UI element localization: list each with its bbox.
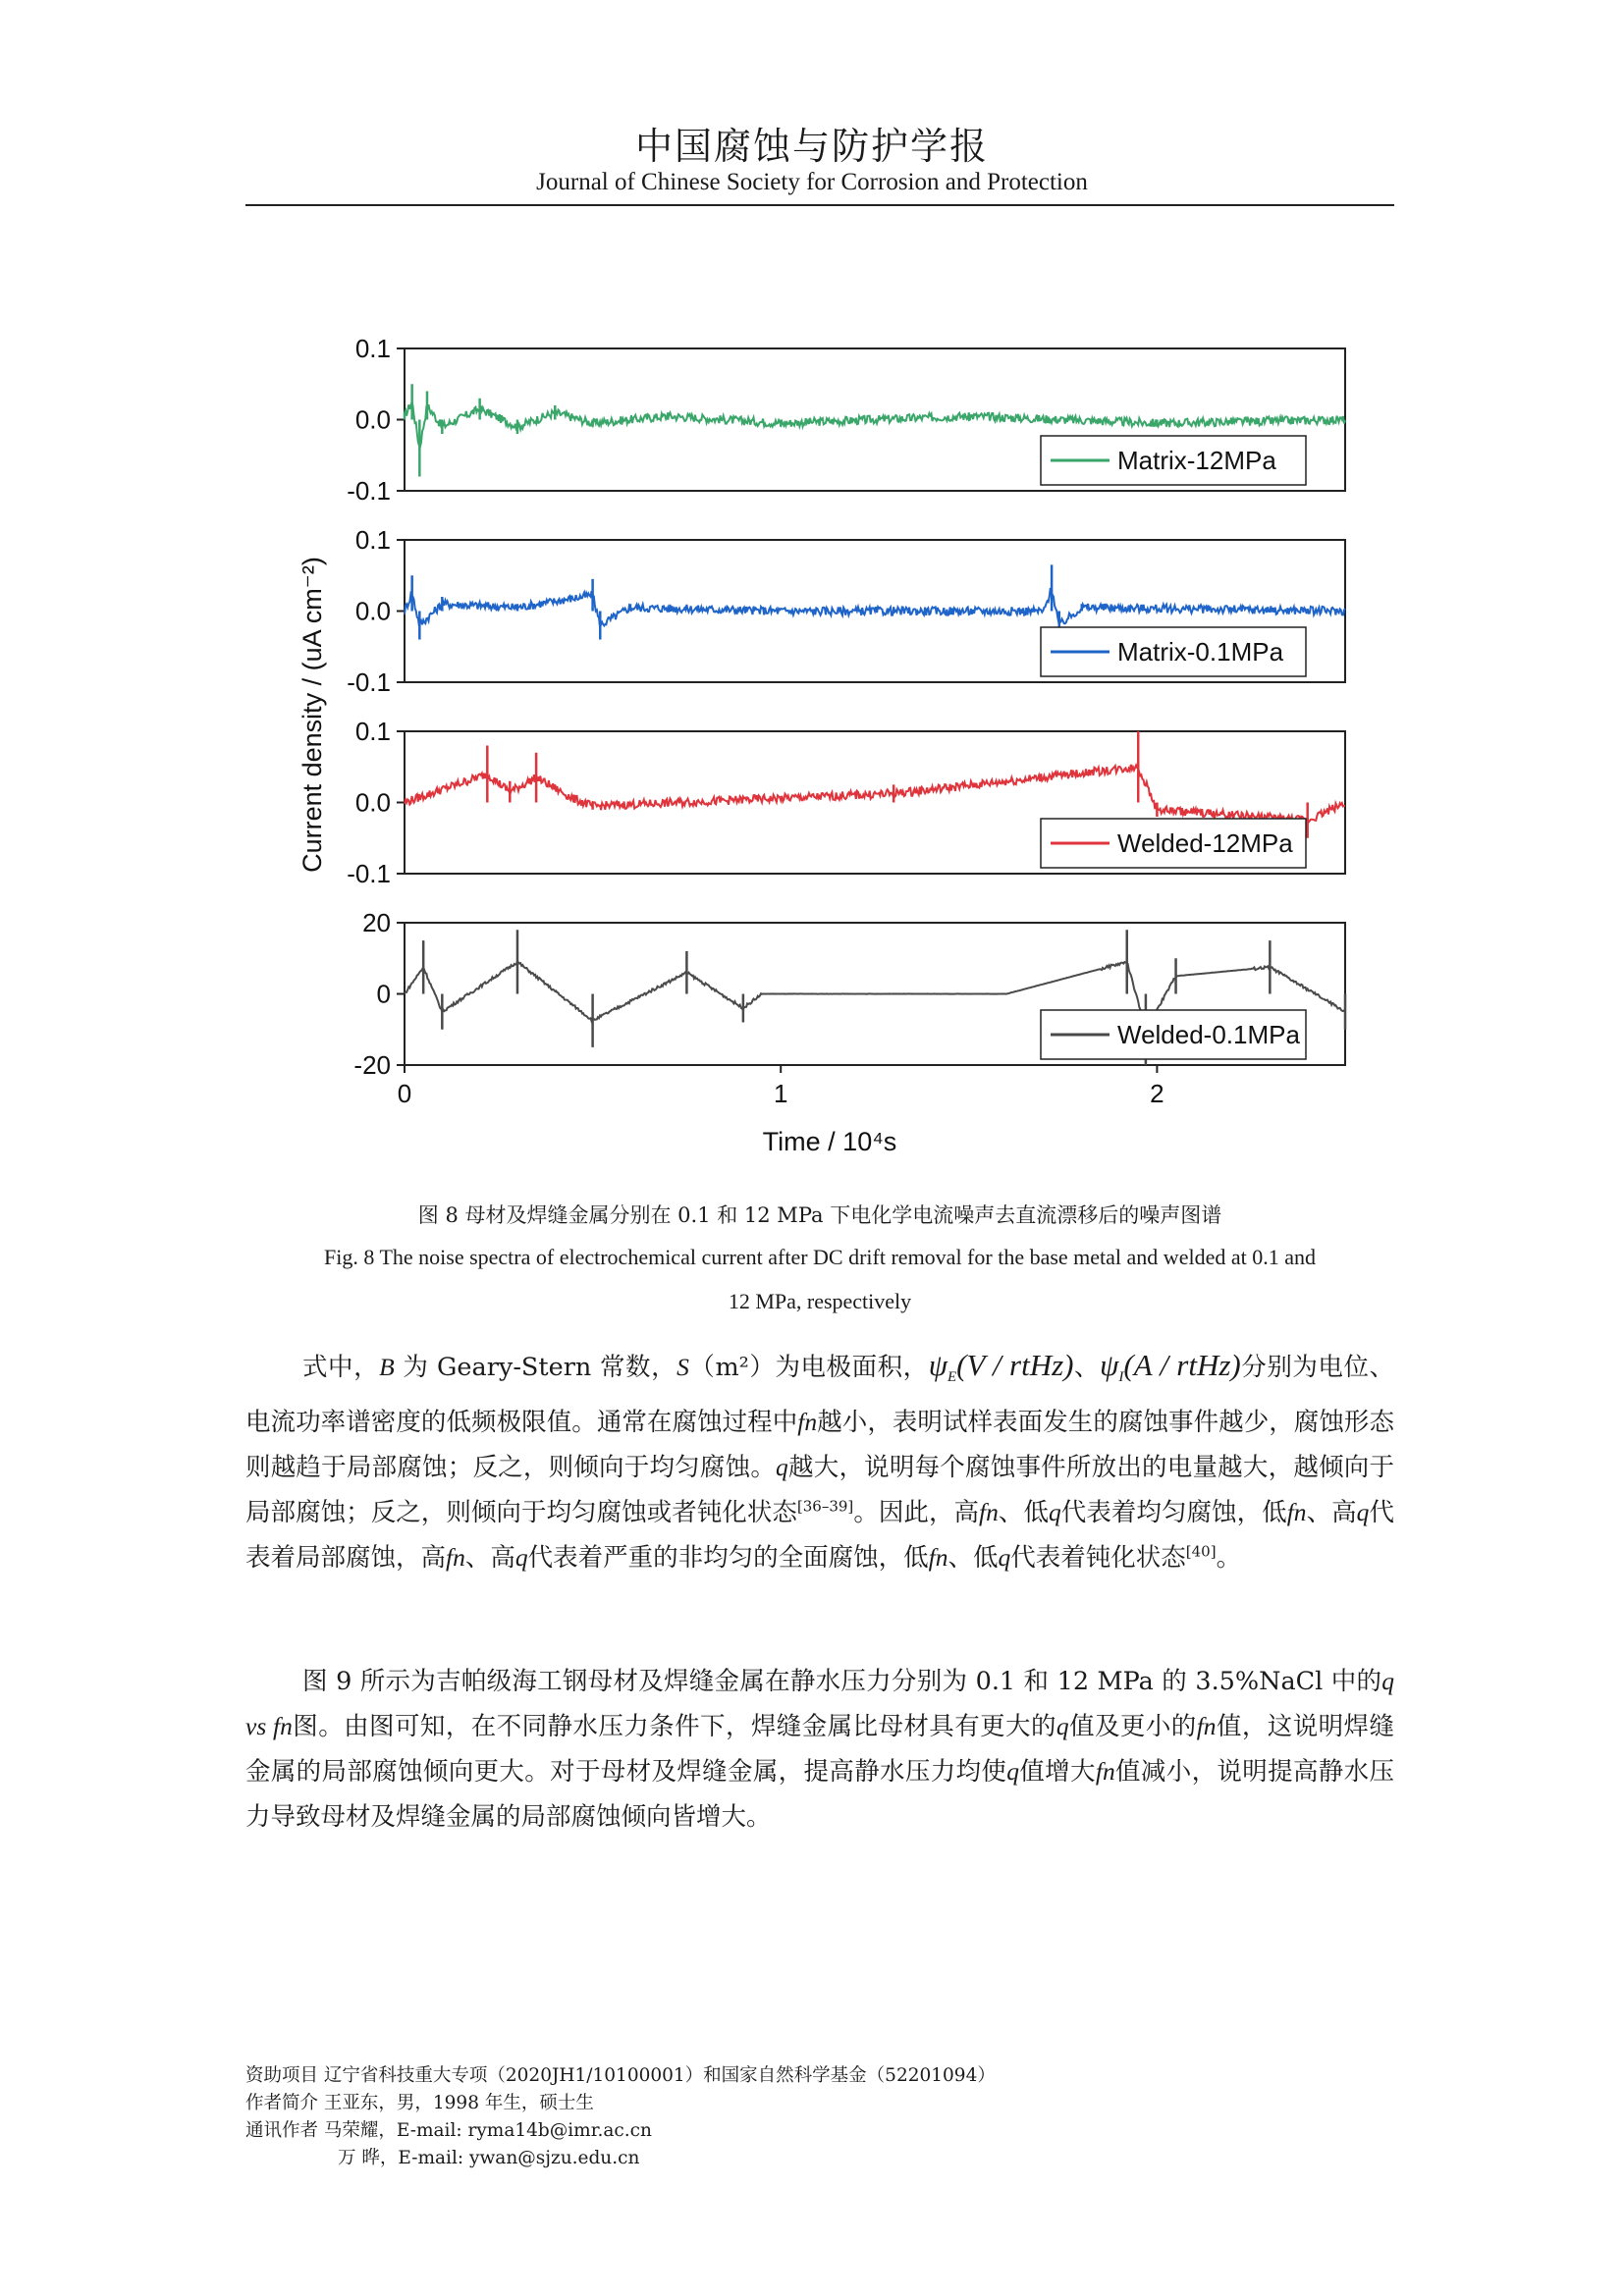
y-tick-label: -0.1 [347, 859, 391, 888]
footnote-corresponding-2: 万 晔，E-mail: ywan@sjzu.edu.cn [338, 2148, 640, 2168]
y-tick-label: -0.1 [347, 667, 391, 697]
y-tick-label: 0.0 [354, 404, 391, 435]
journal-title-cn: 中国腐蚀与防护学报 [634, 125, 989, 168]
figure-caption-en-cont: 12 MPa, respectively [728, 1289, 912, 1313]
journal-title-en: Journal of Chinese Society for Corrosion and Protection [536, 169, 1088, 195]
series-line [405, 588, 1345, 628]
y-tick-label: 0.1 [354, 334, 391, 363]
footnote-funding: 资助项目 辽宁省科技重大专项（2020JH1/10100001）和国家自然科学基金（52201094） [245, 2065, 996, 2086]
legend-label: Matrix-0.1MPa [1117, 637, 1284, 667]
footnote-author: 作者简介 王亚东，男，1998 年生，硕士生 [245, 2093, 594, 2113]
y-tick-label: -0.1 [347, 476, 391, 506]
paragraph-2: 图 9 所示为吉帕级海工钢母材及焊缝金属在静水压力分别为 0.1 和 12 MPa 的 3.5%NaCl 中的q vs fn图。由图可知，在不同静水压力条件下，焊缝金属比母材具有更大的q值及更小的fn值，这说明焊缝金属的局部腐蚀倾向更大。对于母材及焊缝金属，提高静水压力均使q值增大fn值减小，说明提高静水压力导致母材及焊缝金属的局部腐蚀倾向皆增大。 [245, 1667, 1394, 1832]
x-axis-label: Time / 10⁴s [762, 1127, 897, 1156]
y-tick-label: -20 [353, 1050, 391, 1080]
paragraph-1: 式中，B 为 Geary-Stern 常数，S（m²）为电极面积，$\psi_E(V$ / rtHz)、$\psi_I(A$ / rtHz)分别为电位、电流功率谱密度的低频极限值。通常在腐蚀过程中fn越小，表明试样表面发生的腐蚀事件越少，腐蚀形态则越趋于局部腐蚀；反之，则倾向于均匀腐蚀。q越大，说明每个腐蚀事件所放出的电量越大，越倾向于局部腐蚀；反之，则倾向于均匀腐蚀或者钝化状态[36–39]。因此，高fn、低q代表着均匀腐蚀，低fn、高q代表着局部腐蚀，高fn、高q代表着严重的非均匀的全面腐蚀，低fn、低q代表着钝化状态[40]。 [245, 1348, 1394, 1574]
y-tick-label: 0 [376, 979, 391, 1009]
y-tick-label: 0.1 [354, 525, 391, 555]
figure-caption-en: Fig. 8 The noise spectra of electrochemical current after DC drift removal for the base metal and welded at 0.1 and [324, 1245, 1316, 1269]
figure-caption-cn: 图 8 母材及焊缝金属分别在 0.1 和 12 MPa 下电化学电流噪声去直流漂移后的噪声图谱 [417, 1203, 1222, 1227]
footnote-corresponding: 通讯作者 马荣耀，E-mail: ryma14b@imr.ac.cn [245, 2120, 652, 2141]
y-tick-label: 0.0 [354, 596, 391, 626]
y-axis-label: Current density / (uA cm⁻²) [298, 557, 327, 873]
x-tick-label: 0 [397, 1079, 412, 1108]
y-tick-label: 0.0 [354, 787, 391, 818]
y-tick-label: 20 [362, 908, 391, 937]
x-tick-label: 2 [1150, 1079, 1164, 1108]
y-tick-label: 0.1 [354, 717, 391, 746]
legend-label: Welded-12MPa [1117, 828, 1293, 858]
legend-label: Welded-0.1MPa [1117, 1020, 1300, 1049]
legend-label: Matrix-12MPa [1117, 446, 1276, 475]
series-line [405, 765, 1345, 823]
x-tick-label: 1 [773, 1079, 788, 1108]
